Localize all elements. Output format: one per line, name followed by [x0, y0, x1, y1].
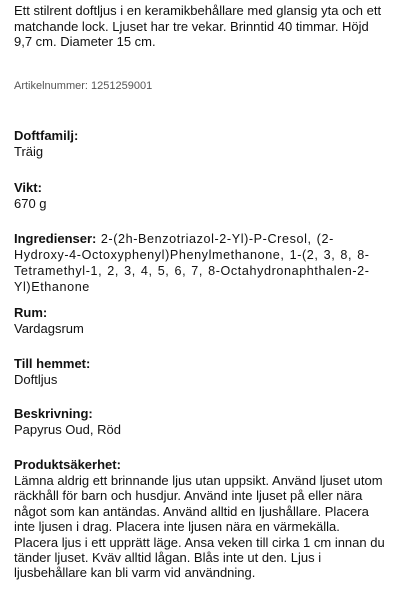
article-number: Artikelnummer: 1251259001 [14, 80, 153, 92]
weight-section [14, 180, 386, 212]
room-value: Vardagsrum [14, 321, 84, 336]
description-value: Papyrus Oud, Röd [14, 422, 121, 437]
home-section [14, 356, 386, 388]
ingredients-value: 2-(2h-Benzotriazol-2-Yl)-P-Cresol, (2-Hydroxy-4-Octoxyphenyl)Phenylmethanone, 1-(2, 3, 8, 8-Tetramethyl-1, 2, 3, 4, 5, 6, 7, 8-Octahydronaphthalen-2-Yl)Ethanone [14, 232, 370, 294]
weight-label: Vikt: [14, 180, 42, 195]
room-section [14, 305, 386, 337]
fragrance-family-value: Träig [14, 144, 44, 159]
home-label: Till hemmet: [14, 356, 91, 371]
fragrance-family-section [14, 128, 386, 160]
description-label: Beskrivning: [14, 406, 93, 421]
home-value: Doftljus [14, 372, 58, 387]
product-safety-label: Produktsäkerhet: [14, 457, 121, 472]
room-label: Rum: [14, 305, 48, 320]
ingredients-label: Ingredienser: [14, 231, 97, 246]
fragrance-family-label: Doftfamilj: [14, 128, 79, 143]
ingredients-section [14, 231, 386, 295]
description-section [14, 406, 386, 438]
weight-value: 670 g [14, 196, 47, 211]
product-intro-text: Ett stilrent doftljus i en keramikbehållare med glansig yta och ett matchande lock. Ljuset har tre vekar. Brinntid 40 timmar. Höjd 9,7 cm. Diameter 15 cm. [14, 3, 382, 49]
product-safety-section [14, 457, 386, 581]
product-safety-text: Lämna aldrig ett brinnande ljus utan uppsikt. Använd ljuset utom räckhåll för barn och husdjur. Använd inte ljuset på eller nära något som kan antändas. Använd alltid en ljushållare. Placera inte ljusen i drag. Placera inte ljusen nära en värmekälla. Placera ljus i ett upprätt läge. Ansa veken till cirka 1 cm innan du tänder ljuset. Kväv alltid lågan. Blås inte ut den. Ljus i ljusbehållare kan bli varm vid användning. [14, 473, 385, 581]
